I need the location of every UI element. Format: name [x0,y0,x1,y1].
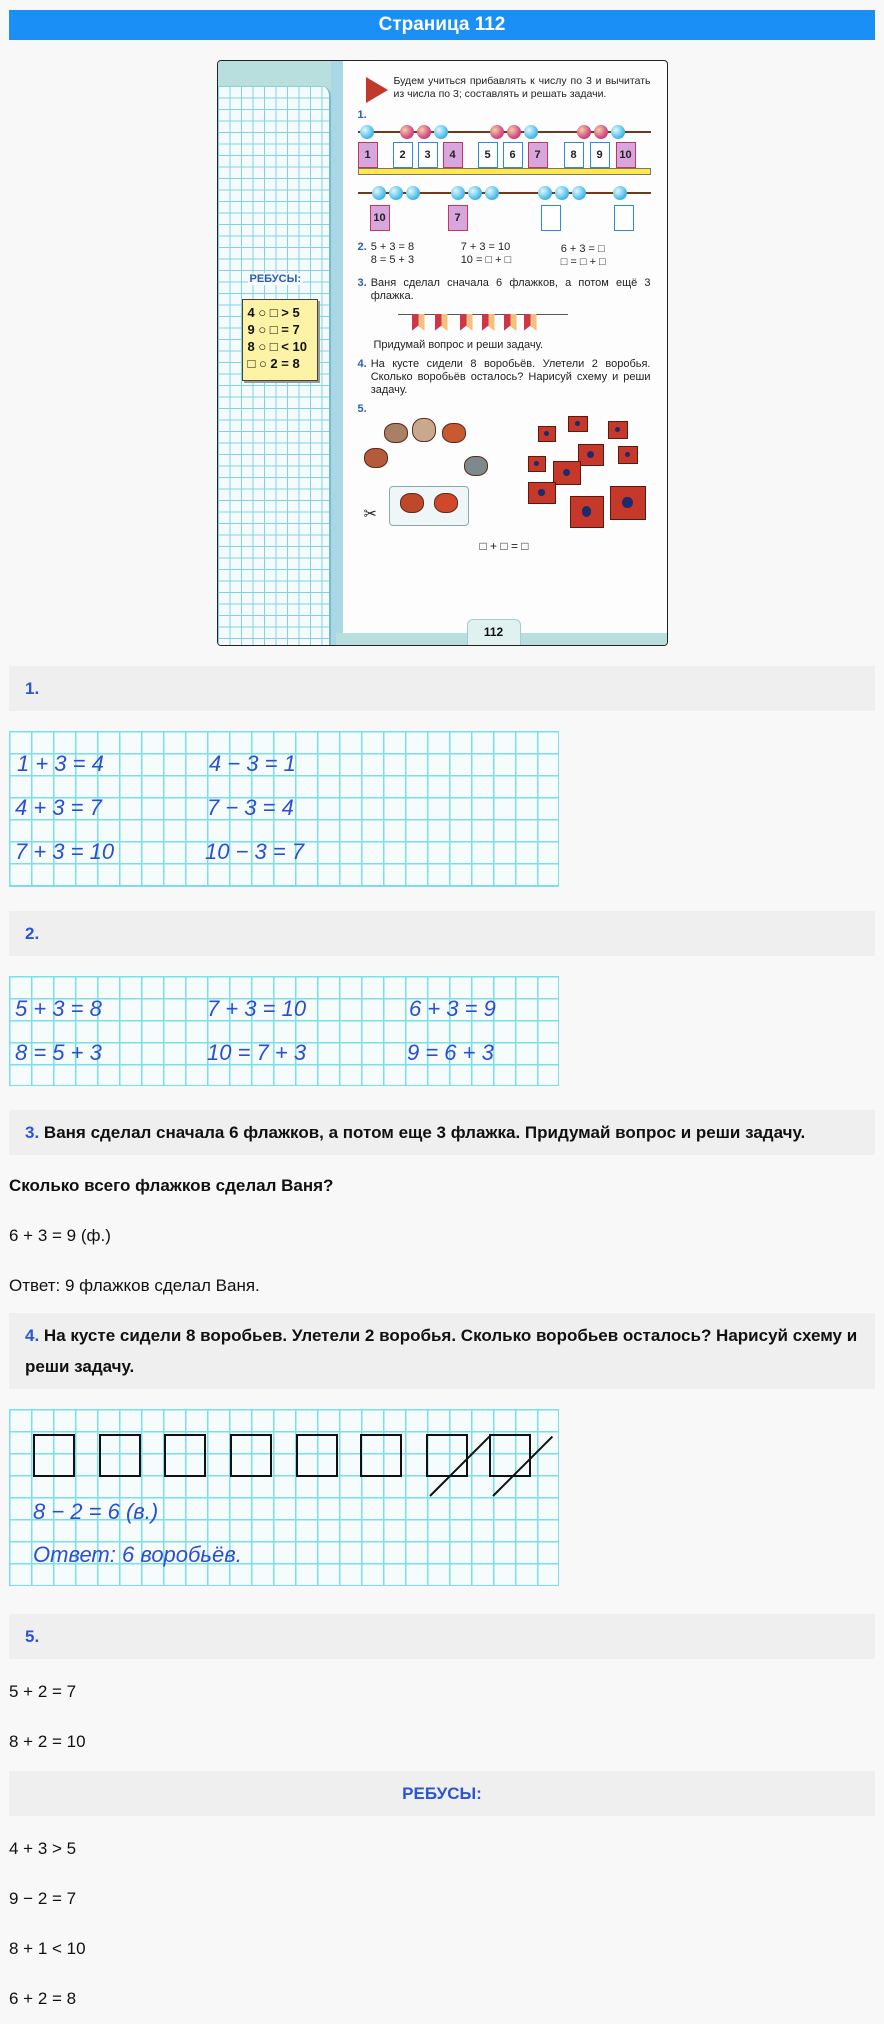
textbook-page-number: 112 [467,619,521,645]
textbook-task-2 [358,241,651,269]
bead-icon [485,186,499,200]
textbook-eq: 5 + 3 = 8 [370,241,415,253]
bead-icon [372,186,386,200]
textbook-task-3-footer: Придумай вопрос и реши задачу. [373,339,544,351]
gift-icon [608,421,628,439]
handwritten-answer: Ответ: 6 воробьёв. [33,1542,242,1567]
handwritten-equation: 10 − 3 = 7 [205,839,305,864]
handwritten-equation: 9 = 6 + 3 [407,1040,494,1065]
section-3-header [9,1110,875,1155]
textbook-content [346,61,667,645]
textbook-task-number: 2. [357,241,367,253]
textbook-task-3 [358,277,651,303]
section-number: 5. [25,1627,40,1646]
bead-icon [507,125,521,139]
rebus-line: 4 + 3 > 5 [9,1839,77,1858]
gift-icon [553,461,581,485]
page-title: Страница 112 [9,10,875,40]
rebus-line: 6 + 2 = 8 [9,1989,77,2008]
flag-icon [412,314,425,331]
textbook-task-text: На кусте сидели 8 воробьёв. Улетели 2 воробья. Сколько воробьёв осталось? Нарисуй схему и реши задачу. [370,358,651,396]
flag-icon [460,314,473,331]
handwritten-equation: 4 + 3 = 7 [15,795,102,820]
section-task-text: Ваня сделал сначала 6 флажков, а потом еще 3 флажка. Придумай вопрос и реши задачу. [43,1123,806,1142]
number-card: 10 [370,205,390,231]
flags-garland-icon [398,311,568,333]
textbook-eq: 7 + 3 = 10 [460,241,511,253]
handwritten-equation: 7 − 3 = 4 [207,795,294,820]
sparrow-square [360,1434,402,1477]
mask-icon [464,456,488,476]
sparrow-square [99,1434,141,1477]
handwritten-equation: 6 + 3 = 9 [409,996,496,1021]
section-5-line: 5 + 2 = 7 [9,1682,77,1701]
mask-icon [442,423,466,443]
textbook-intro-text: Будем учиться прибавлять к числу по 3 и вычитать из числа по 3; составлять и решать задачи. [393,75,651,100]
sparrow-square [164,1434,206,1477]
bead-icon [417,125,431,139]
gift-icon [528,482,556,504]
textbook-task-1 [358,109,651,235]
textbook-eq: 10 = □ + □ [460,254,512,266]
gift-icon [568,416,588,432]
handwritten-equation: 4 − 3 = 1 [209,751,296,776]
textbook-eq-col [561,243,606,269]
number-card: 4 [443,142,463,168]
section-1-header [9,666,875,711]
handwritten-solution: 8 − 2 = 6 (в.) [33,1499,159,1524]
number-card-empty [541,205,561,231]
flag-icon [504,314,517,331]
mask-icon [400,493,424,513]
textbook-task-4 [358,358,651,397]
number-card: 9 [590,142,610,168]
bead-icon [406,186,420,200]
number-card: 10 [616,142,636,168]
rebus-header: РЕБУСЫ: [9,1771,875,1816]
number-card: 6 [503,142,523,168]
handwritten-equation: 10 = 7 + 3 [207,1040,307,1065]
section-5-line: 8 + 2 = 10 [9,1732,86,1751]
section-number: 2. [25,924,40,943]
flag-icon [524,314,537,331]
abacus-top [358,124,651,140]
textbook-task-number: 5. [357,403,367,415]
section-number: 4. [25,1326,40,1345]
textbook-rebus-line: □ ○ 2 = 8 [247,356,300,371]
gift-icon [570,496,604,528]
section-3-question: Сколько всего флажков сделал Ваня? [9,1176,334,1195]
handwritten-equation: 7 + 3 = 10 [15,839,115,864]
gift-icon [538,426,556,442]
abacus-bottom [358,185,651,201]
textbook-task-text: Ваня сделал сначала 6 флажков, а потом ещё 3 флажка. [370,277,651,302]
bead-icon [572,186,586,200]
mask-icon [412,418,436,442]
bead-icon [468,186,482,200]
bead-icon [611,125,625,139]
handwritten-equation: 7 + 3 = 10 [207,996,307,1021]
textbook-rebus-line: 9 ○ □ = 7 [247,322,300,337]
textbook-task-number: 3. [357,277,367,289]
textbook-task-number: 1. [357,109,367,121]
textbook-eq-col [461,241,561,269]
rebus-line: 8 + 1 < 10 [9,1939,86,1958]
mask-icon [364,448,388,468]
textbook-image-wrap [9,60,875,646]
handwritten-equation: 5 + 3 = 8 [15,996,102,1021]
bead-icon [360,125,374,139]
bead-icon [451,186,465,200]
section-2-header [9,911,875,956]
section-number: 3. [25,1123,40,1142]
textbook-task-number: 4. [357,358,367,370]
section-3-answer: Ответ: 9 флажков сделал Ваня. [9,1276,260,1295]
gift-icon [618,446,638,464]
bead-icon [400,125,414,139]
number-card: 3 [418,142,438,168]
sparrow-square [230,1434,272,1477]
number-card-empty [614,205,634,231]
mask-icon [434,493,458,513]
textbook-task-5-pictures [358,416,651,536]
section-4-grid [9,1409,559,1586]
textbook-rebus-box [242,299,318,381]
textbook-eq: 8 = 5 + 3 [370,254,415,266]
section-4-header [9,1313,875,1389]
section-5-header [9,1614,875,1659]
bead-icon [594,125,608,139]
gifts-picture-icon [528,416,648,531]
number-card: 8 [564,142,584,168]
sparrow-square [33,1434,75,1477]
bead-icon [538,186,552,200]
number-card: 1 [358,142,378,168]
sparrow-square [296,1434,338,1477]
gift-icon [610,486,646,520]
textbook-eq: 6 + 3 = □ [560,243,605,255]
bead-icon [434,125,448,139]
textbook-rebus-line: 4 ○ □ > 5 [247,305,300,320]
handwritten-equation: 1 + 3 = 4 [17,751,104,776]
gift-icon [578,444,604,466]
bead-icon [613,186,627,200]
section-1-grid [9,731,559,887]
gift-icon [528,456,546,472]
section-2-grid [9,976,559,1086]
textbook-intro [366,75,651,103]
textbook-rebus-title: РЕБУСЫ: [249,273,302,285]
rebus-line: 9 − 2 = 7 [9,1889,77,1908]
handwritten-equation: 8 = 5 + 3 [15,1040,102,1065]
sparrow-square-crossed [426,1434,468,1477]
textbook-eq-col [371,241,461,269]
red-triangle-icon [366,77,388,103]
section-3-solution: 6 + 3 = 9 (ф.) [9,1226,111,1245]
section-task-text: На кусте сидели 8 воробьев. Улетели 2 воробья. Сколько воробьев осталось? Нарисуй схему и реши задачу. [25,1326,858,1376]
textbook-eq: □ = □ + □ [560,256,606,268]
sparrow-square-crossed [489,1434,531,1477]
section-number: 1. [25,679,40,698]
bead-icon [555,186,569,200]
textbook-page-image [217,60,668,646]
bead-icon [524,125,538,139]
textbook-task-5 [358,403,651,553]
flag-icon [482,314,495,331]
number-cards-top [358,142,651,172]
flag-icon [435,314,448,331]
textbook-task-5-equation: □ + □ = □ [479,539,529,553]
scissors-icon: ✂ [363,506,377,523]
number-card: 7 [528,142,548,168]
textbook-rebus-line: 8 ○ □ < 10 [247,339,307,354]
mask-icon [384,423,408,443]
masks-picture-icon [364,418,494,528]
number-card: 7 [448,205,468,231]
textbook-binding-strip [331,61,343,645]
bead-icon [389,186,403,200]
number-card: 2 [393,142,413,168]
bead-icon [577,125,591,139]
number-card: 5 [478,142,498,168]
bead-icon [490,125,504,139]
number-cards-bottom [358,205,651,235]
